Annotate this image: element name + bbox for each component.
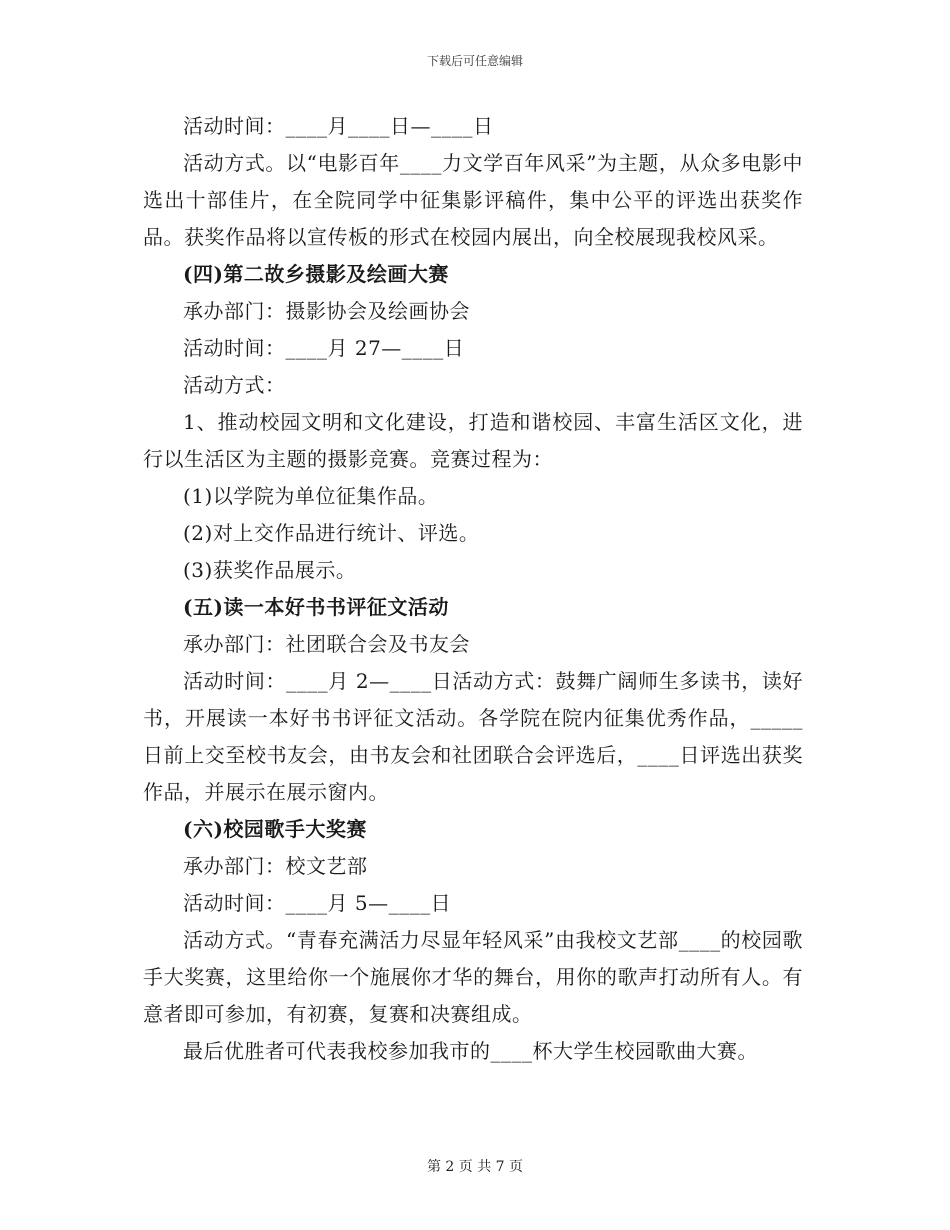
section-heading: (五)读一本好书书评征文活动 bbox=[183, 595, 449, 619]
section-heading: (四)第二故乡摄影及绘画大赛 bbox=[183, 262, 449, 286]
page-header: 下载后可任意编辑 bbox=[426, 54, 523, 68]
paragraph: 承办部门：校文艺部 bbox=[183, 854, 368, 878]
paragraph: 活动时间：____月____日—____日 bbox=[183, 114, 494, 138]
paragraph: 承办部门：摄影协会及绘画协会 bbox=[183, 299, 470, 323]
paragraph: 最后优胜者可代表我校参加我市的____杯大学生校园歌曲大赛。 bbox=[183, 1039, 758, 1063]
paragraph: 1、推动校园文明和文化建设，打造和谐校园、丰富生活区文化，进行以生活区为主题的摄影竞赛。竞赛过程为： bbox=[143, 410, 803, 471]
paragraph: 活动时间：____月 5—____日 bbox=[183, 891, 452, 915]
page-footer: 第 2 页 共 7 页 bbox=[426, 1159, 524, 1175]
document-body bbox=[143, 108, 803, 1070]
paragraph: 活动时间：____月 27—____日 bbox=[183, 336, 465, 360]
list-item: (1)以学院为单位征集作品。 bbox=[183, 484, 439, 508]
paragraph: 活动方式。“青春充满活力尽显年轻风采”由我校文艺部____的校园歌手大奖赛，这里给你一个施展你才华的舞台，用你的歌声打动所有人。有意者即可参加，有初赛，复赛和决赛组成。 bbox=[143, 928, 803, 1026]
paragraph: 活动方式： bbox=[183, 373, 286, 397]
paragraph: 活动方式。以“电影百年____力文学百年风采”为主题，从众多电影中选出十部佳片，在全院同学中征集影评稿件，集中公平的评选出获奖作品。获奖作品将以宣传板的形式在校园内展出，向全校展现我校风采。 bbox=[143, 151, 803, 249]
list-item: (2)对上交作品进行统计、评选。 bbox=[183, 521, 480, 545]
list-item: (3)获奖作品展示。 bbox=[183, 558, 357, 582]
paragraph: 活动时间：____月 2—____日活动方式：鼓舞广阔师生多读书，读好书，开展读一本好书书评征文活动。各学院在院内征集优秀作品，_____日前上交至校书友会，由书友会和社团联合会评选后，____日评选出获奖作品，并展示在展示窗内。 bbox=[143, 669, 803, 804]
section-heading: (六)校园歌手大奖赛 bbox=[183, 817, 367, 841]
paragraph: 承办部门：社团联合会及书友会 bbox=[183, 632, 470, 656]
